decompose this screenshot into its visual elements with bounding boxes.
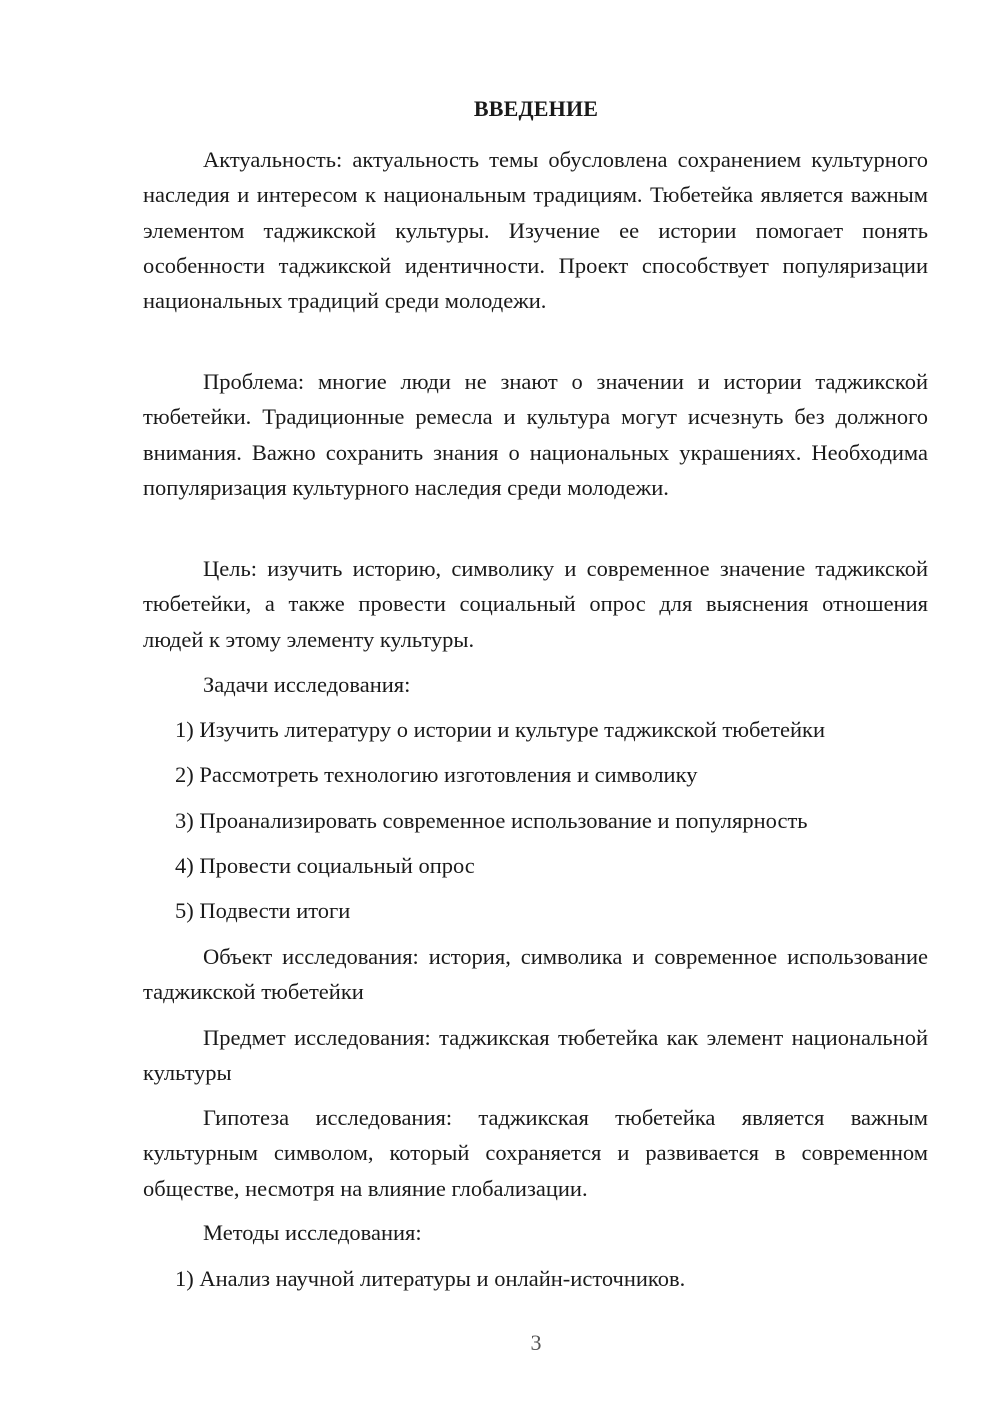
tasks-heading: Задачи исследования: — [203, 672, 411, 697]
goal-paragraph: Цель: изучить историю, символику и современное значение таджикской тюбетейки, а также провести социальный опрос для выяснения отношения людей к этому элементу культуры. — [143, 556, 928, 652]
task-item: 2) Рассмотреть технологию изготовления и символику — [175, 762, 698, 787]
page-number: 3 — [530, 1330, 542, 1355]
hypothesis-paragraph: Гипотеза исследования: таджикская тюбетейка является важным культурным символом, который сохраняется и развивается в современном обществе, несмотря на влияние глобализации. — [143, 1105, 928, 1201]
task-item: 1) Изучить литературу о истории и культуре таджикской тюбетейки — [175, 717, 825, 742]
subject-paragraph: Предмет исследования: таджикская тюбетейка как элемент национальной культуры — [143, 1025, 928, 1086]
method-item: 1) Анализ научной литературы и онлайн-источников. — [175, 1266, 686, 1291]
relevance-paragraph: Актуальность: актуальность темы обусловлена сохранением культурного наследия и интересом к национальным традициям. Тюбетейка является важным элементом таджикской культуры. Изучение ее истории помогает понять особенности таджикской идентичности. Проект способствует популяризации национальных традиций среди молодежи. — [143, 147, 928, 314]
methods-heading: Методы исследования: — [203, 1220, 422, 1245]
object-paragraph: Объект исследования: история, символика и современное использование таджикской тюбетейки — [143, 944, 928, 1005]
task-item: 3) Проанализировать современное использование и популярность — [175, 808, 808, 833]
page-title: ВВЕДЕНИЕ — [473, 96, 599, 121]
task-item: 4) Провести социальный опрос — [175, 853, 475, 878]
problem-paragraph: Проблема: многие люди не знают о значении и истории таджикской тюбетейки. Традиционные ремесла и культура могут исчезнуть без должного внимания. Важно сохранить знания о национальных украшениях. Необходима популяризация культурного наследия среди молодежи. — [143, 369, 928, 500]
task-item: 5) Подвести итоги — [175, 898, 351, 923]
